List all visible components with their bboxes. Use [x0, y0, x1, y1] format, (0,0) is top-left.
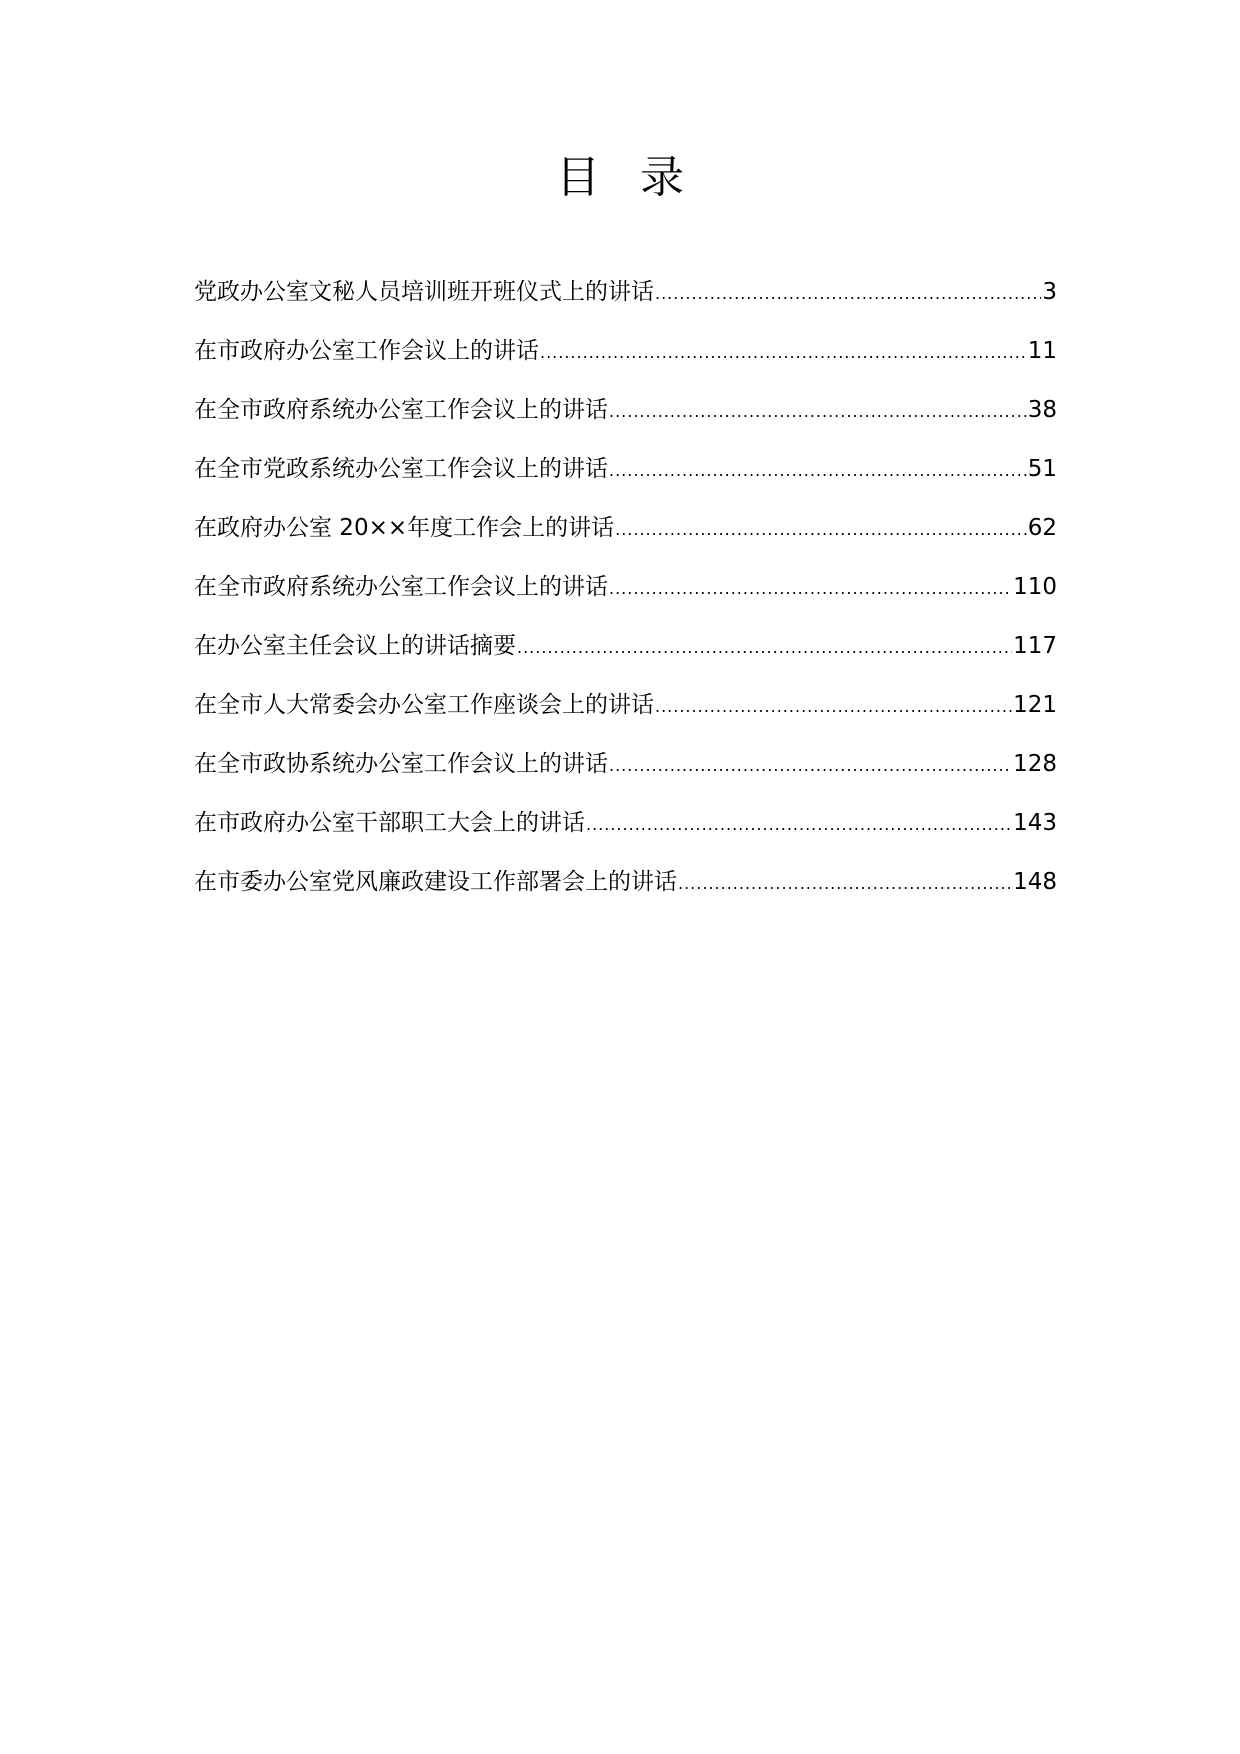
title-char: 录 — [640, 152, 684, 203]
toc-page-number: 3 — [1042, 279, 1057, 305]
dot-leader — [655, 689, 1012, 725]
toc-entry-title: 在市委办公室党风廉政建设工作部署会上的讲话 — [194, 869, 677, 895]
toc-page-number: 38 — [1027, 397, 1057, 423]
toc-page-number: 11 — [1027, 338, 1057, 364]
toc-entry[interactable] — [194, 687, 1057, 746]
page-title — [0, 148, 1240, 208]
dot-leader — [609, 394, 1027, 430]
toc-entry-title: 在全市政府系统办公室工作会议上的讲话 — [194, 397, 608, 423]
dot-leader — [540, 335, 1027, 371]
dot-leader — [655, 276, 1041, 312]
toc-entry[interactable] — [194, 510, 1057, 569]
toc-entry-title: 在办公室主任会议上的讲话摘要 — [194, 633, 516, 659]
toc-page-number: 62 — [1027, 515, 1057, 541]
toc-entry[interactable] — [194, 274, 1057, 333]
toc-entry[interactable] — [194, 451, 1057, 510]
toc-entry-title: 在全市党政系统办公室工作会议上的讲话 — [194, 456, 608, 482]
title-char: 目 — [556, 152, 600, 203]
toc-entry[interactable] — [194, 569, 1057, 628]
toc-entry[interactable] — [194, 392, 1057, 451]
toc-page-number: 117 — [1013, 633, 1057, 659]
toc-entry[interactable] — [194, 805, 1057, 864]
toc-page-number: 51 — [1027, 456, 1057, 482]
dot-leader — [615, 512, 1027, 548]
toc-entry[interactable] — [194, 628, 1057, 687]
toc-page-number: 148 — [1013, 869, 1057, 895]
toc-page-number: 110 — [1013, 574, 1057, 600]
toc-entry[interactable] — [194, 864, 1057, 923]
toc-page-number: 121 — [1013, 692, 1057, 718]
toc-entry-title: 在全市政府系统办公室工作会议上的讲话 — [194, 574, 608, 600]
toc-entry[interactable] — [194, 746, 1057, 805]
dot-leader — [609, 453, 1027, 489]
dot-leader — [609, 571, 1012, 607]
toc-entry-title: 在市政府办公室干部职工大会上的讲话 — [194, 810, 585, 836]
toc-entry-title: 在全市人大常委会办公室工作座谈会上的讲话 — [194, 692, 654, 718]
toc-page-number: 128 — [1013, 751, 1057, 777]
toc-entry-title: 在政府办公室 20××年度工作会上的讲话 — [194, 515, 615, 541]
toc-entry[interactable] — [194, 333, 1057, 392]
table-of-contents — [194, 274, 1057, 923]
toc-entry-title: 在市政府办公室工作会议上的讲话 — [194, 338, 539, 364]
dot-leader — [609, 748, 1012, 784]
toc-entry-title: 在全市政协系统办公室工作会议上的讲话 — [194, 751, 608, 777]
dot-leader — [517, 630, 1012, 666]
toc-entry-title: 党政办公室文秘人员培训班开班仪式上的讲话 — [194, 279, 654, 305]
dot-leader — [678, 866, 1012, 902]
toc-page-number: 143 — [1013, 810, 1057, 836]
dot-leader — [586, 807, 1012, 843]
